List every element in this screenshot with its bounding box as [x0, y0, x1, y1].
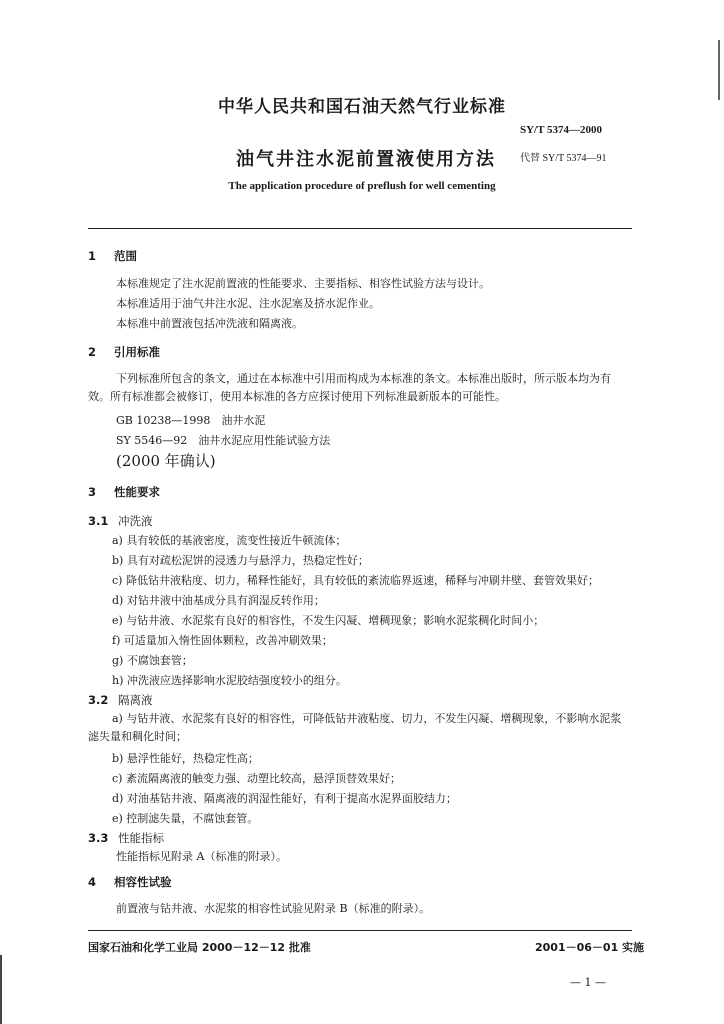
issuing-organization: 中华人民共和国石油天然气行业标准 — [218, 97, 506, 117]
section-1-heading — [88, 248, 137, 264]
paragraph: 本标准适用于油气井注水泥、注水泥塞及挤水泥作业。 — [116, 297, 380, 310]
list-item: e) 控制滤失量，不腐蚀套管。 — [112, 812, 259, 825]
section-number: 3 — [88, 485, 97, 499]
approval-date: 国家石油和化学工业局 2000－12－12 批准 — [88, 941, 311, 954]
handwritten-note: (2000 年确认) — [116, 452, 216, 470]
subsection-3-1-heading — [88, 513, 153, 529]
list-item: g) 不腐蚀套管； — [112, 654, 193, 667]
replaces-standard: 代替 SY/T 5374—91 — [520, 153, 607, 164]
list-item: d) 对钻井液中油基成分具有润湿反转作用； — [112, 594, 325, 607]
subsection-number: 3.1 — [88, 514, 109, 528]
list-item: a) 与钻井液、水泥浆有良好的相容性，可降低钻井液粘度、切力，不发生闪凝、增稠现象，不影响水泥浆滤失量和稠化时间； — [88, 712, 622, 743]
section-title: 范围 — [114, 249, 137, 263]
subsection-title: 性能指标 — [118, 831, 164, 845]
paragraph: 本标准规定了注水泥前置液的性能要求、主要指标、相容性试验方法与设计。 — [116, 277, 490, 290]
list-item: d) 对油基钻井液、隔离液的润湿性能好，有利于提高水泥界面胶结力； — [112, 792, 457, 805]
list-item: h) 冲洗液应选择影响水泥胶结强度较小的组分。 — [112, 674, 347, 687]
section-2-heading — [88, 344, 160, 360]
document-title: 油气井注水泥前置液使用方法 — [236, 149, 496, 170]
subsection-3-3-heading — [88, 830, 164, 846]
scan-edge-mark — [718, 40, 720, 100]
reference-item: SY 5546—92 油井水泥应用性能试验方法 — [116, 434, 331, 447]
subsection-number: 3.2 — [88, 693, 109, 707]
section-title: 引用标准 — [114, 345, 160, 359]
scan-edge-mark — [0, 955, 2, 1024]
list-item: e) 与钻井液、水泥浆有良好的相容性，不发生闪凝、增稠现象；影响水泥浆稠化时间小； — [112, 614, 545, 627]
footer-rule — [88, 930, 632, 931]
page-number: — 1 — — [570, 976, 606, 989]
standard-number: SY/T 5374—2000 — [520, 124, 603, 136]
section-number: 4 — [88, 875, 97, 889]
list-item: a) 具有较低的基液密度，流变性接近牛顿流体； — [112, 534, 347, 547]
english-title: The application procedure of preflush for well cementing — [228, 180, 496, 192]
reference-item: GB 10238—1998 油井水泥 — [116, 414, 266, 427]
list-item: c) 紊流隔离液的触变力强、动塑比较高，悬浮顶替效果好； — [112, 772, 401, 785]
section-number: 1 — [88, 249, 97, 263]
subsection-title: 隔离液 — [118, 693, 153, 707]
section-4-heading — [88, 874, 172, 890]
paragraph: 本标准中前置液包括冲洗液和隔离液。 — [116, 317, 303, 330]
section-number: 2 — [88, 345, 97, 359]
subsection-title: 冲洗液 — [118, 514, 153, 528]
list-item: b) 具有对疏松泥饼的浸透力与悬浮力，热稳定性好； — [112, 554, 369, 567]
list-item: f) 可适量加入惰性固体颗粒，改善冲刷效果； — [112, 634, 333, 647]
section-3-heading — [88, 484, 160, 500]
section-title: 相容性试验 — [114, 875, 172, 889]
subsection-number: 3.3 — [88, 831, 109, 845]
list-item: b) 悬浮性能好，热稳定性高； — [112, 752, 259, 765]
subsection-3-2-heading — [88, 692, 153, 708]
list-item: c) 降低钻井液粘度、切力，稀释性能好，具有较低的紊流临界返速，稀释与冲刷井壁、套管效果好； — [112, 574, 599, 587]
implementation-date: 2001－06－01 实施 — [535, 941, 645, 954]
paragraph: 下列标准所包含的条文，通过在本标准中引用而构成为本标准的条文。本标准出版时，所示版本均为有效。所有标准都会被修订，使用本标准的各方应探讨使用下列标准最新版本的可能性。 — [88, 372, 611, 403]
header-rule — [88, 228, 632, 229]
paragraph: 前置液与钻井液、水泥浆的相容性试验见附录 B（标准的附录）。 — [116, 902, 431, 915]
section-title: 性能要求 — [114, 485, 160, 499]
paragraph: 性能指标见附录 A（标准的附录）。 — [116, 850, 287, 863]
